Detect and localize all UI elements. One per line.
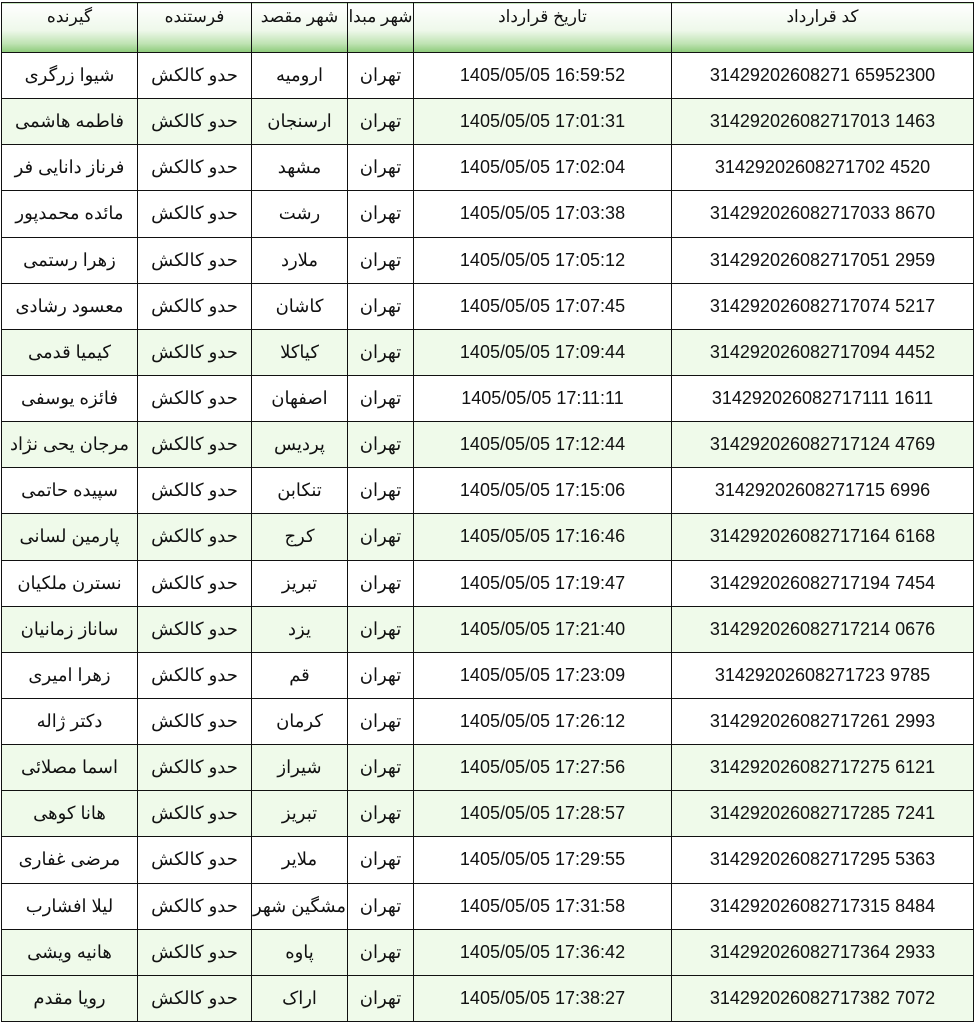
table-row[interactable] — [2, 375, 974, 421]
cell-sender: حدو کالکش — [138, 560, 252, 606]
cell-recipient: فائزه یوسفی — [2, 375, 138, 421]
table-row[interactable] — [2, 145, 974, 191]
cell-recipient: هانیه ویشی — [2, 929, 138, 975]
cell-origin-city: تهران — [348, 791, 414, 837]
cell-sender: حدو کالکش — [138, 53, 252, 99]
cell-contract-date: 1405/05/05 17:03:38 — [414, 191, 672, 237]
cell-destination-city: تبریز — [252, 560, 348, 606]
cell-origin-city: تهران — [348, 560, 414, 606]
cell-origin-city: تهران — [348, 745, 414, 791]
table-row[interactable] — [2, 53, 974, 99]
cell-contract-date: 1405/05/05 17:11:11 — [414, 375, 672, 421]
table-row[interactable] — [2, 837, 974, 883]
cell-recipient: اسما مصلائی — [2, 745, 138, 791]
cell-origin-city: تهران — [348, 468, 414, 514]
cell-contract-date: 1405/05/05 17:07:45 — [414, 283, 672, 329]
table-row[interactable] — [2, 191, 974, 237]
cell-sender: حدو کالکش — [138, 329, 252, 375]
cell-sender: حدو کالکش — [138, 145, 252, 191]
cell-contract-date: 1405/05/05 17:21:40 — [414, 606, 672, 652]
cell-origin-city: تهران — [348, 929, 414, 975]
cell-origin-city: تهران — [348, 191, 414, 237]
cell-contract-code: 314292026082717295 5363 — [672, 837, 974, 883]
cell-origin-city: تهران — [348, 606, 414, 652]
cell-destination-city: کرج — [252, 514, 348, 560]
table-row[interactable] — [2, 329, 974, 375]
cell-recipient: دکتر ژاله — [2, 698, 138, 744]
cell-origin-city: تهران — [348, 514, 414, 560]
cell-origin-city: تهران — [348, 283, 414, 329]
cell-sender: حدو کالکش — [138, 422, 252, 468]
table-row[interactable] — [2, 698, 974, 744]
cell-recipient: مرضی غفاری — [2, 837, 138, 883]
cell-destination-city: ارسنجان — [252, 99, 348, 145]
cell-sender: حدو کالکش — [138, 468, 252, 514]
cell-destination-city: مشگین شهر — [252, 883, 348, 929]
column-header-recipient[interactable]: گیرنده — [2, 3, 138, 53]
cell-recipient: فرناز دانایی فر — [2, 145, 138, 191]
cell-contract-code: 314292026082717111 1611 — [672, 375, 974, 421]
cell-recipient: فاطمه هاشمی — [2, 99, 138, 145]
table-row[interactable] — [2, 606, 974, 652]
cell-sender: حدو کالکش — [138, 283, 252, 329]
table-row[interactable] — [2, 745, 974, 791]
column-header-sender[interactable]: فرستنده — [138, 3, 252, 53]
cell-contract-code: 314292026082717164 6168 — [672, 514, 974, 560]
table-row[interactable] — [2, 791, 974, 837]
cell-sender: حدو کالکش — [138, 99, 252, 145]
contracts-table — [1, 2, 974, 1022]
cell-contract-date: 1405/05/05 17:36:42 — [414, 929, 672, 975]
cell-destination-city: مشهد — [252, 145, 348, 191]
cell-contract-date: 1405/05/05 17:02:04 — [414, 145, 672, 191]
cell-origin-city: تهران — [348, 883, 414, 929]
cell-contract-code: 31429202608271723 9785 — [672, 652, 974, 698]
cell-destination-city: پردیس — [252, 422, 348, 468]
cell-origin-city: تهران — [348, 99, 414, 145]
table-row[interactable] — [2, 560, 974, 606]
cell-contract-date: 1405/05/05 17:38:27 — [414, 975, 672, 1021]
table-row[interactable] — [2, 468, 974, 514]
cell-destination-city: پاوه — [252, 929, 348, 975]
column-header-contract-date[interactable]: تاریخ قرارداد — [414, 3, 672, 53]
cell-recipient: شیوا زرگری — [2, 53, 138, 99]
table-row[interactable] — [2, 929, 974, 975]
cell-sender: حدو کالکش — [138, 514, 252, 560]
cell-recipient: رویا مقدم — [2, 975, 138, 1021]
cell-recipient: معسود رشادی — [2, 283, 138, 329]
cell-contract-code: 314292026082717033 8670 — [672, 191, 974, 237]
cell-contract-date: 1405/05/05 17:23:09 — [414, 652, 672, 698]
cell-sender: حدو کالکش — [138, 745, 252, 791]
cell-contract-date: 1405/05/05 17:31:58 — [414, 883, 672, 929]
cell-contract-date: 1405/05/05 17:26:12 — [414, 698, 672, 744]
cell-sender: حدو کالکش — [138, 191, 252, 237]
cell-contract-date: 1405/05/05 17:16:46 — [414, 514, 672, 560]
cell-contract-code: 314292026082717074 5217 — [672, 283, 974, 329]
column-header-origin-city[interactable]: شهر مبدا — [348, 3, 414, 53]
cell-recipient: هانا کوهی — [2, 791, 138, 837]
table-row[interactable] — [2, 514, 974, 560]
cell-contract-code: 31429202608271702 4520 — [672, 145, 974, 191]
cell-sender: حدو کالکش — [138, 237, 252, 283]
cell-contract-date: 1405/05/05 17:28:57 — [414, 791, 672, 837]
cell-contract-date: 1405/05/05 17:19:47 — [414, 560, 672, 606]
cell-destination-city: اصفهان — [252, 375, 348, 421]
cell-destination-city: شیراز — [252, 745, 348, 791]
cell-destination-city: ملایر — [252, 837, 348, 883]
table-body — [2, 53, 974, 1022]
cell-contract-code: 314292026082717194 7454 — [672, 560, 974, 606]
cell-origin-city: تهران — [348, 975, 414, 1021]
cell-contract-code: 314292026082717124 4769 — [672, 422, 974, 468]
cell-contract-date: 1405/05/05 17:27:56 — [414, 745, 672, 791]
cell-contract-date: 1405/05/05 16:59:52 — [414, 53, 672, 99]
cell-destination-city: کاشان — [252, 283, 348, 329]
cell-contract-code: 31429202608271 65952300 — [672, 53, 974, 99]
cell-origin-city: تهران — [348, 652, 414, 698]
cell-sender: حدو کالکش — [138, 698, 252, 744]
cell-origin-city: تهران — [348, 837, 414, 883]
cell-contract-date: 1405/05/05 17:12:44 — [414, 422, 672, 468]
cell-contract-code: 314292026082717214 0676 — [672, 606, 974, 652]
cell-destination-city: قم — [252, 652, 348, 698]
cell-recipient: پارمین لسانی — [2, 514, 138, 560]
cell-origin-city: تهران — [348, 375, 414, 421]
header-row — [2, 3, 974, 53]
cell-sender: حدو کالکش — [138, 883, 252, 929]
column-header-contract-code[interactable]: کد قرارداد — [672, 3, 974, 53]
cell-origin-city: تهران — [348, 422, 414, 468]
cell-destination-city: تنکابن — [252, 468, 348, 514]
cell-recipient: ساناز زمانیان — [2, 606, 138, 652]
cell-recipient: کیمیا قدمی — [2, 329, 138, 375]
cell-destination-city: یزد — [252, 606, 348, 652]
cell-contract-date: 1405/05/05 17:09:44 — [414, 329, 672, 375]
cell-contract-code: 314292026082717094 4452 — [672, 329, 974, 375]
cell-sender: حدو کالکش — [138, 652, 252, 698]
cell-contract-code: 314292026082717382 7072 — [672, 975, 974, 1021]
cell-recipient: نسترن ملکیان — [2, 560, 138, 606]
table-row[interactable] — [2, 652, 974, 698]
cell-recipient: مائده محمدپور — [2, 191, 138, 237]
cell-recipient: زهرا امیری — [2, 652, 138, 698]
cell-contract-date: 1405/05/05 17:01:31 — [414, 99, 672, 145]
cell-destination-city: ارومیه — [252, 53, 348, 99]
cell-destination-city: رشت — [252, 191, 348, 237]
cell-destination-city: ملارد — [252, 237, 348, 283]
cell-recipient: لیلا افشارب — [2, 883, 138, 929]
cell-origin-city: تهران — [348, 53, 414, 99]
cell-contract-code: 314292026082717013 1463 — [672, 99, 974, 145]
cell-sender: حدو کالکش — [138, 791, 252, 837]
cell-origin-city: تهران — [348, 329, 414, 375]
cell-origin-city: تهران — [348, 698, 414, 744]
cell-contract-date: 1405/05/05 17:05:12 — [414, 237, 672, 283]
cell-origin-city: تهران — [348, 237, 414, 283]
table-row[interactable] — [2, 283, 974, 329]
table-row[interactable] — [2, 422, 974, 468]
cell-destination-city: کرمان — [252, 698, 348, 744]
cell-contract-code: 314292026082717261 2993 — [672, 698, 974, 744]
table-row[interactable] — [2, 975, 974, 1021]
cell-recipient: مرجان یحی نژاد — [2, 422, 138, 468]
cell-contract-code: 314292026082717275 6121 — [672, 745, 974, 791]
cell-contract-code: 31429202608271715 6996 — [672, 468, 974, 514]
cell-contract-date: 1405/05/05 17:15:06 — [414, 468, 672, 514]
table-header — [2, 3, 974, 53]
cell-sender: حدو کالکش — [138, 375, 252, 421]
cell-recipient: سپیده حاتمی — [2, 468, 138, 514]
cell-destination-city: کیاکلا — [252, 329, 348, 375]
cell-destination-city: اراک — [252, 975, 348, 1021]
cell-contract-code: 314292026082717315 8484 — [672, 883, 974, 929]
cell-contract-code: 314292026082717285 7241 — [672, 791, 974, 837]
cell-contract-code: 314292026082717051 2959 — [672, 237, 974, 283]
column-header-destination-city[interactable]: شهر مقصد — [252, 3, 348, 53]
table-row[interactable] — [2, 237, 974, 283]
table-row[interactable] — [2, 99, 974, 145]
cell-contract-code: 314292026082717364 2933 — [672, 929, 974, 975]
cell-contract-date: 1405/05/05 17:29:55 — [414, 837, 672, 883]
cell-sender: حدو کالکش — [138, 837, 252, 883]
cell-recipient: زهرا رستمی — [2, 237, 138, 283]
cell-sender: حدو کالکش — [138, 975, 252, 1021]
cell-sender: حدو کالکش — [138, 606, 252, 652]
cell-destination-city: تبریز — [252, 791, 348, 837]
cell-sender: حدو کالکش — [138, 929, 252, 975]
cell-origin-city: تهران — [348, 145, 414, 191]
table-row[interactable] — [2, 883, 974, 929]
